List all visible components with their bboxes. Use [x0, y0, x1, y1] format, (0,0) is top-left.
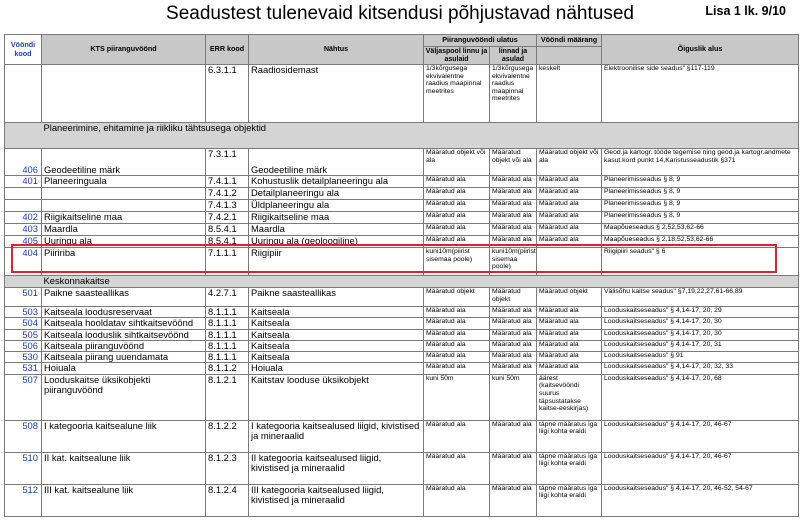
row-err: 8.1.1.1 — [206, 318, 249, 329]
row-oigus: Maapõueseadus § 2,52,53,62-66 — [602, 224, 799, 236]
section-row — [5, 123, 799, 149]
section-title: Keskonnakaitse — [42, 276, 799, 288]
row-code: 530 — [5, 352, 42, 363]
row-maarang: Määratud ala — [537, 340, 602, 351]
row-linnad: Määratud ala — [490, 236, 537, 248]
row-linnad: Määratud ala — [490, 188, 537, 200]
row-kts: Maardla — [42, 224, 206, 236]
table-row — [5, 149, 799, 176]
row-nahtus: Kaitseala — [249, 352, 424, 363]
row-oigus: Maapõueseadus § 2,18,52,53,62-66 — [602, 236, 799, 248]
row-err: 8.1.1.1 — [206, 340, 249, 351]
row-maarang: Määratud ala — [537, 329, 602, 340]
row-linnad: 1/3kõrgusega ekvivalentne raadius maapinnal meetrites — [490, 65, 537, 123]
row-maarang — [537, 248, 602, 276]
row-code: 403 — [5, 224, 42, 236]
row-valjaspool: 1/3kõrgusega ekvivalentne raadius maapinnal meetrites — [424, 65, 490, 123]
header-ulatus: Piiranguvööndi ulatus — [424, 35, 537, 47]
row-valjaspool: Määratud ala — [424, 363, 490, 374]
row-code: 406 — [5, 149, 42, 176]
row-oigus: Looduskaitseseadus" § 4,14-17, 20, 29 — [602, 307, 799, 318]
row-oigus: Planeerimisseadus § 8, 9 — [602, 188, 799, 200]
table-row — [5, 420, 799, 452]
row-linnad: Määratud ala — [490, 420, 537, 452]
row-maarang: Määratud ala — [537, 307, 602, 318]
row-code: 503 — [5, 307, 42, 318]
row-linnad: kuni10m(piirist sisemaa poole) — [490, 248, 537, 276]
row-err: 4.2.7.1 — [206, 288, 249, 307]
row-linnad: Määratud ala — [490, 224, 537, 236]
row-kts: Hoiuala — [42, 363, 206, 374]
row-nahtus: I kategooria kaitsealused liigid, kivistised ja mineraalid — [249, 420, 424, 452]
row-oigus: Riigipiiri seadus" § 6 — [602, 248, 799, 276]
row-linnad: Määratud ala — [490, 329, 537, 340]
row-maarang: Määratud ala — [537, 363, 602, 374]
section-row — [5, 276, 799, 288]
row-valjaspool: kuni10m(piirist sisemaa poole) — [424, 248, 490, 276]
row-linnad: Määratud ala — [490, 352, 537, 363]
row-linnad: Määratud ala — [490, 307, 537, 318]
row-valjaspool: Määratud ala — [424, 200, 490, 212]
table-row — [5, 65, 799, 123]
row-nahtus: Kaitseala — [249, 318, 424, 329]
row-kts: Geodeetiline märk — [42, 149, 206, 176]
header-voondi-kood: Vööndi kood — [5, 35, 42, 65]
row-kts: Kaitseala piirang uuendamata — [42, 352, 206, 363]
row-err: 7.3.1.1 — [206, 149, 249, 176]
page-title: Seadustest tulenevaid kitsendusi põhjustavad nähtused — [166, 3, 634, 24]
row-code: 504 — [5, 318, 42, 329]
row-maarang: täpne määratus iga liigi kohta eraldi — [537, 452, 602, 484]
row-kts: I kategooria kaitsealune liik — [42, 420, 206, 452]
row-err: 7.4.1.3 — [206, 200, 249, 212]
row-err: 8.5.4.1 — [206, 224, 249, 236]
row-maarang: täpne määratus iga liigi kohta eraldi — [537, 420, 602, 452]
row-code: 505 — [5, 329, 42, 340]
row-oigus: Välisõhu kaitse seadus" §7,19,22,27,61-66,89 — [602, 288, 799, 307]
row-code: 510 — [5, 452, 42, 484]
row-valjaspool: Määratud ala — [424, 484, 490, 516]
table-row — [5, 452, 799, 484]
row-kts: Kaitseala hooldatav sihtkaitsevöönd — [42, 318, 206, 329]
row-nahtus: Paikne saasteallikas — [249, 288, 424, 307]
row-err: 8.1.1.2 — [206, 363, 249, 374]
row-kts: Uuringu ala — [42, 236, 206, 248]
table-row — [5, 248, 799, 276]
row-code: 402 — [5, 212, 42, 224]
row-err: 7.4.1.1 — [206, 176, 249, 188]
row-err: 7.1.1.1 — [206, 248, 249, 276]
row-oigus: Looduskaitseseadus" § 91 — [602, 352, 799, 363]
row-oigus: Looduskaitseseadus" § 4,14-17, 20, 31 — [602, 340, 799, 351]
row-maarang: Määratud ala — [537, 318, 602, 329]
row-linnad: Määratud ala — [490, 318, 537, 329]
row-oigus: Looduskaitseseadus" § 4,14-17, 20, 32, 33 — [602, 363, 799, 374]
row-valjaspool: Määratud objekt — [424, 288, 490, 307]
row-code: 507 — [5, 374, 42, 420]
restrictions-table — [4, 34, 799, 517]
row-linnad: Määratud ala — [490, 484, 537, 516]
table-row — [5, 307, 799, 318]
row-valjaspool: Määratud ala — [424, 236, 490, 248]
row-valjaspool: Määratud ala — [424, 329, 490, 340]
table-row — [5, 340, 799, 351]
row-kts: Piiririba — [42, 248, 206, 276]
row-linnad: Määratud objekt või ala — [490, 149, 537, 176]
row-nahtus: Detailplaneeringu ala — [249, 188, 424, 200]
row-oigus: Planeerimisseadus § 8, 9 — [602, 176, 799, 188]
section-spacer — [5, 276, 42, 288]
row-valjaspool: Määratud ala — [424, 307, 490, 318]
row-err: 7.4.1.2 — [206, 188, 249, 200]
row-linnad: kuni 50m — [490, 374, 537, 420]
row-err: 8.1.2.4 — [206, 484, 249, 516]
row-maarang: äärest (kaitsevööndi suurus täpsustatakse kaitse-eeskirjas) — [537, 374, 602, 420]
row-kts: Kaitseala piiranguvöönd — [42, 340, 206, 351]
row-nahtus: Kohustuslik detailplaneeringu ala — [249, 176, 424, 188]
row-kts: Planeeringuala — [42, 176, 206, 188]
row-code: 531 — [5, 363, 42, 374]
row-valjaspool: Määratud ala — [424, 224, 490, 236]
row-err: 8.1.1.1 — [206, 307, 249, 318]
header-valjaspool: Väljaspool linnu ja asulaid — [424, 47, 490, 65]
page-reference: Lisa 1 lk. 9/10 — [705, 4, 786, 18]
table-row — [5, 374, 799, 420]
row-nahtus: III kategooria kaitsealused liigid, kivistised ja mineraalid — [249, 484, 424, 516]
row-err: 6.3.1.1 — [206, 65, 249, 123]
row-maarang: Määratud ala — [537, 200, 602, 212]
row-maarang: Määratud objekt või ala — [537, 149, 602, 176]
row-err: 8.1.2.3 — [206, 452, 249, 484]
table-row — [5, 288, 799, 307]
row-valjaspool: Määratud ala — [424, 340, 490, 351]
row-code — [5, 65, 42, 123]
row-valjaspool: kuni 50m — [424, 374, 490, 420]
row-valjaspool: Määratud ala — [424, 176, 490, 188]
row-maarang: Määratud ala — [537, 224, 602, 236]
row-oigus: Planeerimisseadus § 8, 9 — [602, 212, 799, 224]
row-maarang: Määratud ala — [537, 212, 602, 224]
row-nahtus: II kategooria kaitsealused liigid, kivistised ja mineraalid — [249, 452, 424, 484]
row-linnad: Määratud ala — [490, 452, 537, 484]
row-kts: III kat. kaitsealune liik — [42, 484, 206, 516]
table-row — [5, 236, 799, 248]
row-code — [5, 200, 42, 212]
row-kts: Looduskaitse üksikobjekti piiranguvöönd — [42, 374, 206, 420]
row-maarang: Määratud ala — [537, 176, 602, 188]
row-err: 8.5.4.1 — [206, 236, 249, 248]
row-oigus: Geod.ja kartogr. tööde tegemise ning geod.ja kartogr.andmete kasut.kord punkt 14,Karistusseadustik §371 — [602, 149, 799, 176]
row-code: 404 — [5, 248, 42, 276]
row-err: 8.1.2.2 — [206, 420, 249, 452]
table-row — [5, 176, 799, 188]
table-row — [5, 352, 799, 363]
table-row — [5, 484, 799, 516]
row-code: 501 — [5, 288, 42, 307]
row-code: 506 — [5, 340, 42, 351]
section-title: Planeerimine, ehitamine ja riikliku tähtsusega objektid — [42, 123, 799, 149]
row-code: 401 — [5, 176, 42, 188]
row-linnad: Määratud ala — [490, 340, 537, 351]
row-linnad: Määratud ala — [490, 212, 537, 224]
row-nahtus: Uuringu ala (geoloogiline) — [249, 236, 424, 248]
header-linnad: linnad ja asulad — [490, 47, 537, 65]
row-maarang: Määratud ala — [537, 188, 602, 200]
row-maarang: Määratud ala — [537, 236, 602, 248]
row-nahtus: Riigipiir — [249, 248, 424, 276]
row-nahtus: Geodeetiline märk — [249, 149, 424, 176]
row-oigus: Looduskaitseseadus" § 4,14-17, 20, 30 — [602, 329, 799, 340]
table-row — [5, 212, 799, 224]
row-nahtus: Kaitstav looduse üksikobjekt — [249, 374, 424, 420]
header-maarang: Vööndi määrang — [537, 35, 602, 47]
row-oigus: Looduskaitseseadus" § 4,14-17, 20, 68 — [602, 374, 799, 420]
row-kts — [42, 65, 206, 123]
row-valjaspool: Määratud objekt või ala — [424, 149, 490, 176]
row-maarang: Määratud objekt — [537, 288, 602, 307]
row-nahtus: Üldplaneeringu ala — [249, 200, 424, 212]
row-oigus: Looduskaitseseadus" § 4,14-17, 20, 46-67 — [602, 420, 799, 452]
row-valjaspool: Määratud ala — [424, 352, 490, 363]
row-kts: Paikne saasteallikas — [42, 288, 206, 307]
row-kts: Kaitseala loodusreservaat — [42, 307, 206, 318]
table-row — [5, 363, 799, 374]
header-nahtus: Nähtus — [249, 35, 424, 65]
row-valjaspool: Määratud ala — [424, 212, 490, 224]
row-kts — [42, 200, 206, 212]
header-kts: KTS piiranguvöönd — [42, 35, 206, 65]
header-maarang-blank — [537, 47, 602, 65]
row-oigus: Looduskaitseseadus" § 4,14-17, 20, 46-52, 54-67 — [602, 484, 799, 516]
row-nahtus: Maardla — [249, 224, 424, 236]
row-code: 508 — [5, 420, 42, 452]
row-code: 405 — [5, 236, 42, 248]
row-kts: Kaitseala looduslik sihtkaitsevöönd — [42, 329, 206, 340]
row-err: 8.1.1.1 — [206, 329, 249, 340]
row-oigus: Looduskaitseseadus" § 4,14-17, 20, 46-67 — [602, 452, 799, 484]
header-err: ERR kood — [206, 35, 249, 65]
row-maarang: keskelt — [537, 65, 602, 123]
row-nahtus: Kaitseala — [249, 340, 424, 351]
table-row — [5, 329, 799, 340]
row-kts — [42, 188, 206, 200]
table-row — [5, 200, 799, 212]
row-nahtus: Hoiuala — [249, 363, 424, 374]
row-code: 512 — [5, 484, 42, 516]
row-maarang: Määratud ala — [537, 352, 602, 363]
row-kts: II kat. kaitsealune liik — [42, 452, 206, 484]
row-kts: Riigikaitseline maa — [42, 212, 206, 224]
row-valjaspool: Määratud ala — [424, 188, 490, 200]
row-linnad: Määratud ala — [490, 176, 537, 188]
row-nahtus: Riigikaitseline maa — [249, 212, 424, 224]
table-row — [5, 318, 799, 329]
row-oigus: Planeerimisseadus § 8, 9 — [602, 200, 799, 212]
row-oigus: Looduskaitseseadus" § 4,14-17, 20, 30 — [602, 318, 799, 329]
table-row — [5, 224, 799, 236]
header-oigus: Õiguslik alus — [602, 35, 799, 65]
section-spacer — [5, 123, 42, 149]
row-linnad: Määratud ala — [490, 363, 537, 374]
row-linnad: Määratud ala — [490, 200, 537, 212]
row-valjaspool: Määratud ala — [424, 420, 490, 452]
row-code — [5, 188, 42, 200]
row-err: 8.1.2.1 — [206, 374, 249, 420]
row-oigus: Elektroonilise side seadus" §117-119 — [602, 65, 799, 123]
row-err: 8.1.1.1 — [206, 352, 249, 363]
row-nahtus: Kaitseala — [249, 329, 424, 340]
row-nahtus: Kaitseala — [249, 307, 424, 318]
table-row — [5, 188, 799, 200]
row-valjaspool: Määratud ala — [424, 318, 490, 329]
row-valjaspool: Määratud ala — [424, 452, 490, 484]
row-maarang: täpne määratus iga liigi kohta eraldi — [537, 484, 602, 516]
row-linnad: Määratud objekt — [490, 288, 537, 307]
row-err: 7.4.2.1 — [206, 212, 249, 224]
row-nahtus: Raadiosidemast — [249, 65, 424, 123]
